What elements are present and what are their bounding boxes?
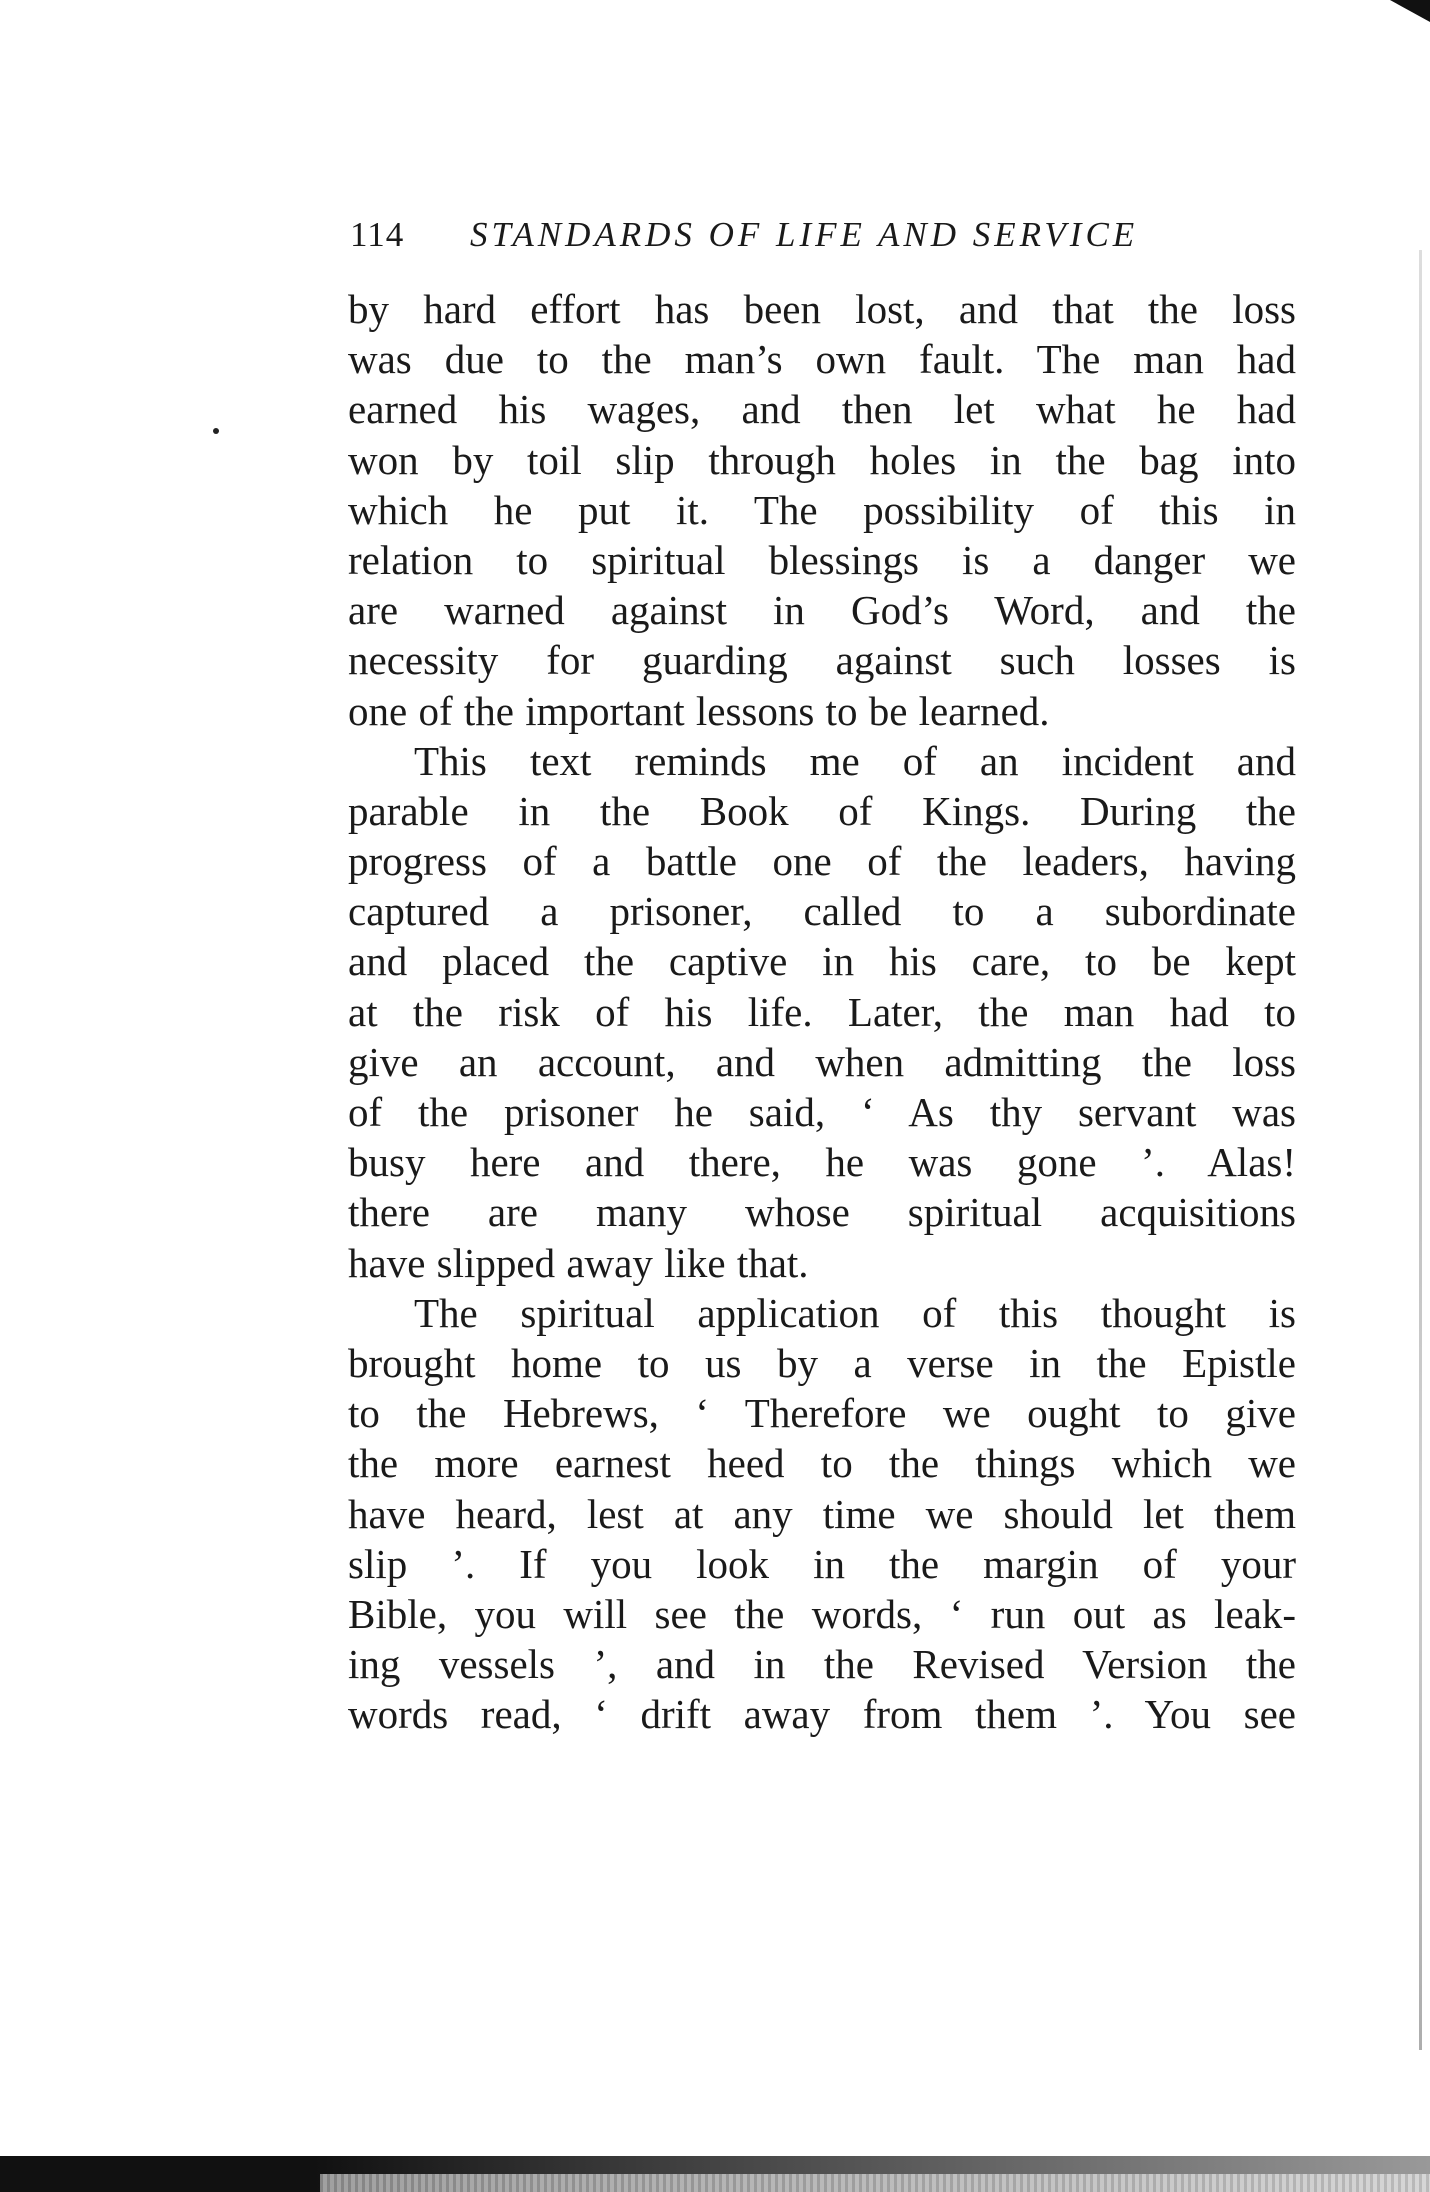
running-head: [350, 210, 1300, 260]
text-line: slip ’. If you look in the margin of your: [348, 1540, 1296, 1587]
text-line: and placed the captive in his care, to be kept: [348, 938, 1296, 985]
text-line: busy here and there, he was gone ’. Alas!: [348, 1139, 1296, 1186]
text-line: The spiritual application of this thought is: [414, 1289, 1296, 1336]
text-line: which he put it. The possibility of this in: [348, 486, 1296, 533]
text-line: there are many whose spiritual acquisitions: [348, 1189, 1296, 1236]
text-line: to the Hebrews, ‘ Therefore we ought to give: [348, 1390, 1296, 1437]
text-line: brought home to us by a verse in the Epistle: [348, 1339, 1296, 1386]
text-line: at the risk of his life. Later, the man had to: [348, 988, 1296, 1035]
page-edge-shadow: [1419, 250, 1422, 2050]
text-line: ing vessels ’, and in the Revised Version the: [348, 1641, 1296, 1688]
text-line: necessity for guarding against such losses is: [348, 637, 1296, 684]
scan-bottom-noise: [320, 2174, 1430, 2192]
text-line: are warned against in God’s Word, and the: [348, 587, 1296, 634]
text-line: have heard, lest at any time we should let them: [348, 1490, 1296, 1537]
text-line: one of the important lessons to be learned.: [348, 687, 1050, 734]
text-line: earned his wages, and then let what he had: [348, 386, 1296, 433]
text-line: words read, ‘ drift away from them ’. You see: [348, 1691, 1296, 1738]
text-line: won by toil slip through holes in the bag into: [348, 436, 1296, 483]
body-text: [348, 284, 1296, 1739]
text-line: progress of a battle one of the leaders, having: [348, 838, 1296, 885]
page-number: 114: [350, 215, 405, 254]
scan-speck: [213, 428, 219, 434]
text-line: was due to the man’s own fault. The man had: [348, 336, 1296, 383]
text-line: give an account, and when admitting the loss: [348, 1038, 1296, 1085]
text-line: relation to spiritual blessings is a danger we: [348, 536, 1296, 583]
text-line: have slipped away like that.: [348, 1239, 809, 1286]
running-title: STANDARDS OF LIFE AND SERVICE: [470, 215, 1139, 254]
text-line: captured a prisoner, called to a subordinate: [348, 888, 1296, 935]
text-line: by hard effort has been lost, and that the loss: [348, 286, 1296, 332]
text-line: the more earnest heed to the things which we: [348, 1440, 1296, 1487]
text-line: This text reminds me of an incident and: [414, 737, 1296, 784]
text-line: of the prisoner he said, ‘ As thy servant was: [348, 1089, 1296, 1135]
scan-corner-mark: [1390, 0, 1430, 22]
text-line: parable in the Book of Kings. During the: [348, 787, 1296, 834]
text-line: Bible, you will see the words, ‘ run out as leak-: [348, 1590, 1296, 1637]
